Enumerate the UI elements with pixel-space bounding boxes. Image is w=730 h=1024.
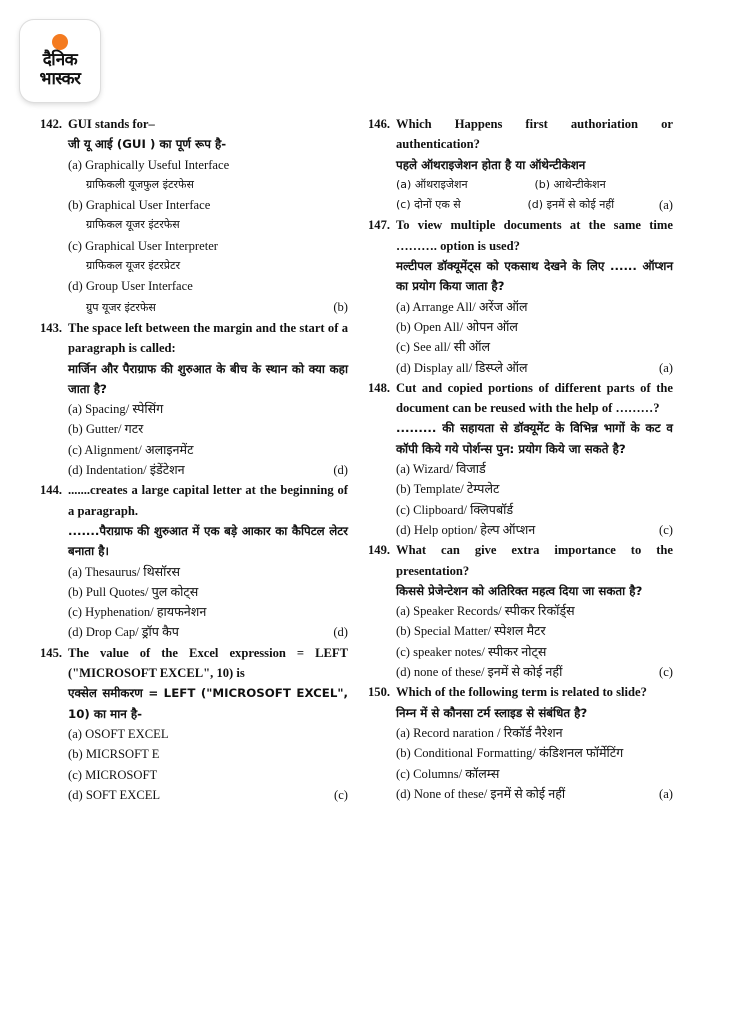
question-number: 146. [368, 117, 391, 131]
question-text-en: Which Happens first authoriation or authentication? [396, 117, 673, 152]
option-b: (b) आथेन्टीकेशन [534, 177, 606, 191]
option-d: (d) SOFT EXCEL [68, 787, 161, 802]
option-d-hindi: ग्रुप यूजर इंटरफेस [86, 300, 156, 314]
logo-line-1: दैनिक [42, 50, 78, 70]
option-d: (d) Display all/ डिस्प्ले ऑल [396, 360, 528, 375]
question-143 [40, 318, 348, 480]
question-147 [368, 215, 673, 377]
option-a: (a) Record naration / रिकॉर्ड नैरेशन [396, 725, 563, 740]
option-a: (a) OSOFT EXCEL [68, 726, 169, 741]
option-d: (d) None of these/ इनमें से कोई नहीं [396, 786, 566, 801]
logo-line-2: भास्कर [39, 69, 81, 89]
question-text-hi: ......... की सहायता से डॉक्यूमेंट के विभिन्न भागों के कट व कॉपी किये गये पोर्शन्स पुन: प्रयोग किये जा सकते है? [396, 421, 673, 456]
answer: (a) [659, 198, 673, 213]
option-c: (c) Clipboard/ क्लिपबॉर्ड [396, 502, 514, 517]
option-a-hindi: ग्राफिकली यूजफुल इंटरफेस [86, 177, 194, 191]
question-text-hi: जी यू आई (GUI ) का पूर्ण रूप है- [68, 137, 227, 152]
option-c: (c) Graphical User Interpreter [68, 238, 218, 253]
question-text-hi: .......पैराग्राफ की शुरुआत में एक बड़े आकार का कैपिटल लेटर बनाता है। [68, 523, 348, 559]
option-d: (d) इनमें से कोई नहीं [527, 198, 615, 212]
option-a: (a) Arrange All/ अरेंज ऑल [396, 299, 528, 314]
option-b: (b) Conditional Formatting/ कंडिशनल फॉर्मेटिंग [396, 746, 624, 761]
question-number: 150. [368, 685, 391, 700]
option-a: (a) ऑथराइजेशन [396, 177, 468, 191]
question-text-en: The value of the Excel expression = LEFT ("MICROSOFT EXCEL", 10) is [68, 645, 348, 681]
option-c: (c) MICROSOFT [68, 767, 158, 782]
option-c: (c) दोनों एक से [396, 198, 461, 212]
answer: (c) [334, 787, 348, 802]
answer: (d) [333, 625, 348, 640]
answer: (c) [659, 665, 673, 680]
option-d: (d) Drop Cap/ ड्रॉप कैप [68, 625, 179, 640]
question-150 [368, 682, 673, 804]
option-b: (b) Graphical User Interface [68, 198, 211, 213]
option-a: (a) Graphically Useful Interface [68, 157, 230, 172]
answer: (a) [659, 360, 673, 375]
question-148 [368, 378, 673, 540]
answer: (a) [659, 786, 673, 801]
option-a: (a) Wizard/ विजार्ड [396, 462, 486, 477]
question-text-en: To view multiple documents at the same time ………. option is used? [396, 218, 673, 253]
question-146 [368, 114, 673, 215]
option-d: (d) Group User Interface [68, 279, 193, 294]
sun-dot-icon [52, 34, 68, 50]
right-column [368, 114, 673, 804]
question-number: 148. [368, 380, 391, 395]
question-text-en: .......creates a large capital letter at the beginning of a paragraph. [68, 483, 348, 518]
question-text-hi: मल्टीपल डॉक्यूमेंट्स को एकसाथ देखने के लिए ...... ऑप्शन का प्रयोग किया जाता है? [396, 259, 673, 294]
option-d: (d) Indentation/ इंडेंटेशन [68, 463, 185, 478]
option-d: (d) Help option/ हेल्प ऑप्शन [396, 522, 536, 537]
question-text-en: GUI stands for– [68, 117, 155, 131]
question-text-en: Cut and copied portions of different parts of the document can be reused with the help of ………? [396, 380, 673, 416]
question-142 [40, 114, 348, 318]
question-text-hi: एक्सेल समीकरण = LEFT ("MICROSOFT EXCEL", 10) का मान है- [68, 686, 348, 721]
question-text-en: Which of the following term is related to slide? [396, 685, 647, 700]
option-a: (a) Speaker Records/ स्पीकर रिकॉर्ड्स [396, 604, 575, 619]
question-144 [40, 480, 348, 642]
question-text-en: The space left between the margin and the start of a paragraph is called: [68, 320, 348, 356]
option-b: (b) Special Matter/ स्पेशल मैटर [396, 624, 546, 639]
question-text-hi: किससे प्रेजेन्टेशन को अतिरिक्त महत्व दिया जा सकता है? [396, 583, 643, 598]
option-c: (c) Columns/ कॉलम्स [396, 766, 500, 781]
question-145 [40, 643, 348, 805]
option-c: (c) Alignment/ अलाइनमेंट [68, 442, 194, 457]
question-text-en: What can give extra importance to the presentation? [396, 543, 673, 578]
answer: (b) [333, 299, 348, 314]
option-c: (c) speaker notes/ स्पीकर नोट्स [396, 644, 547, 659]
question-149 [368, 540, 673, 682]
option-a: (a) Spacing/ स्पेसिंग [68, 402, 164, 417]
question-text-hi: पहले ऑथराइजेशन होता है या ऑथेन्टीकेशन [396, 157, 586, 172]
option-b-hindi: ग्राफिकल यूजर इंटरफेस [86, 218, 180, 232]
question-number: 142. [40, 117, 63, 131]
question-text-hi: निम्न में से कौनसा टर्म स्लाइड से संबंधित है? [396, 705, 588, 720]
option-a: (a) Thesaurus/ थिसॉरस [68, 564, 181, 579]
answer: (d) [333, 463, 348, 478]
question-number: 147. [368, 218, 391, 233]
question-number: 145. [40, 645, 63, 660]
question-number: 149. [368, 543, 391, 558]
option-c: (c) Hyphenation/ हायफनेशन [68, 605, 207, 620]
option-b: (b) Template/ टेम्पलेट [396, 482, 500, 497]
question-text-hi: मार्जिन और पैराग्राफ की शुरुआत के बीच के स्थान को क्या कहा जाता है? [68, 361, 348, 396]
option-c-hindi: ग्राफिकल यूजर इंटरप्रेटर [86, 259, 181, 273]
option-b: (b) Gutter/ गटर [68, 422, 144, 437]
option-d: (d) none of these/ इनमें से कोई नहीं [396, 665, 563, 680]
option-b: (b) Open All/ ओपन ऑल [396, 319, 518, 334]
question-number: 143. [40, 320, 63, 335]
answer: (c) [659, 522, 673, 537]
option-b: (b) Pull Quotes/ पुल कोट्स [68, 584, 199, 599]
option-c: (c) See all/ सी ऑल [396, 340, 491, 355]
dainik-bhaskar-logo [20, 20, 100, 102]
question-number: 144. [40, 483, 63, 498]
left-column [40, 114, 348, 805]
option-b: (b) MICRSOFT E [68, 747, 160, 762]
